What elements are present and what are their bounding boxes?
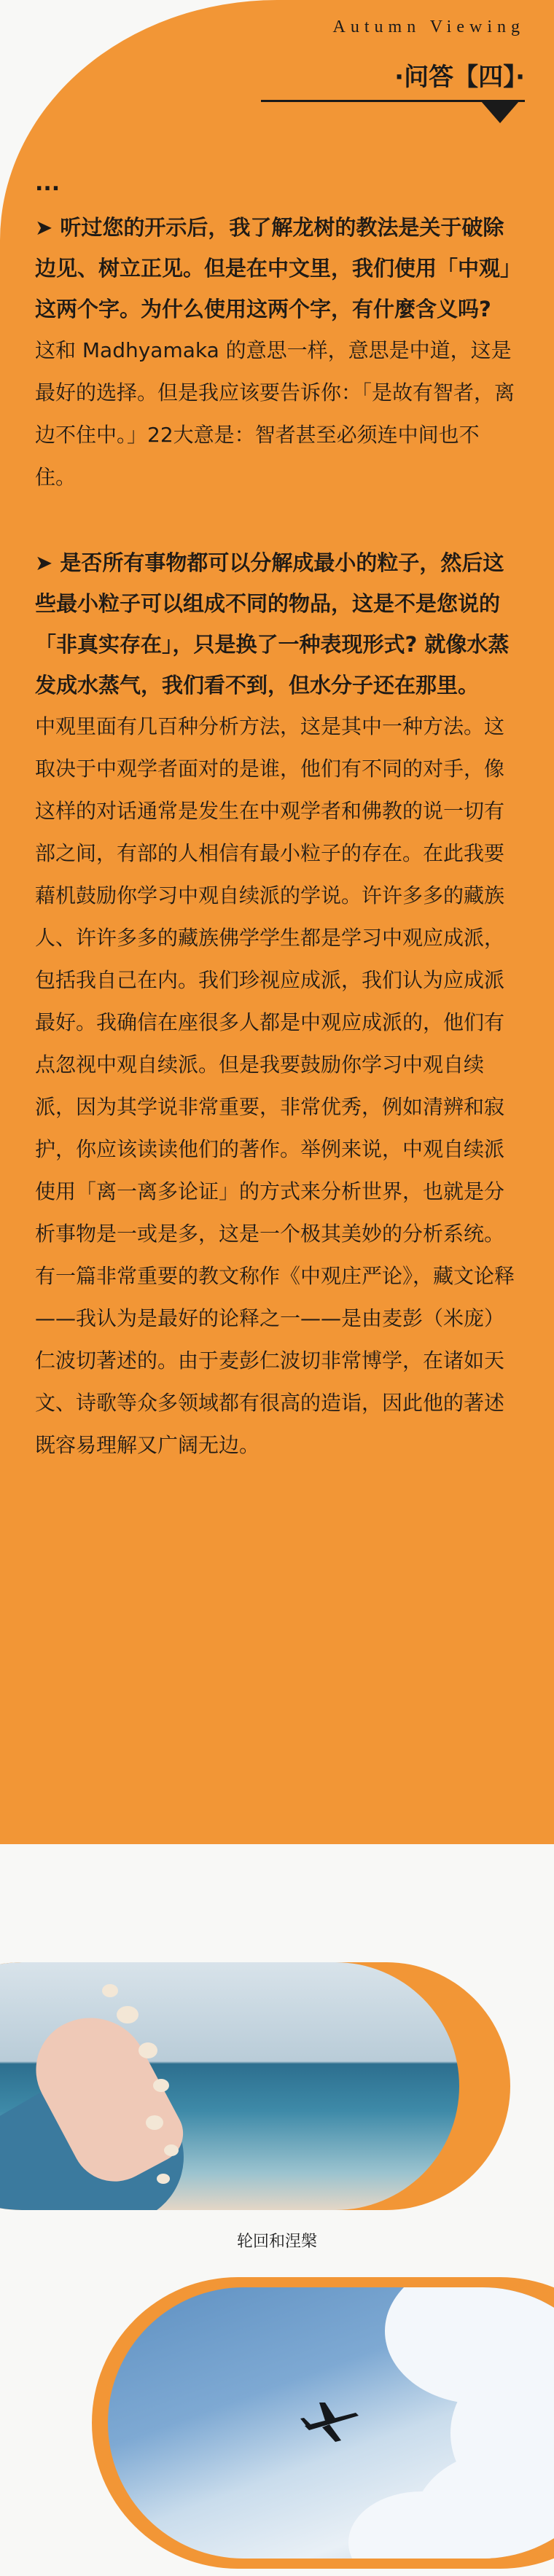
sea-photo-frame [0,1962,510,2210]
image-caption: 轮回和涅槃 [236,2233,317,2251]
article-body [35,169,519,1467]
shell-icon [117,2006,138,2023]
question-1: ➤ 听过您的开示后，我了解龙树的教法是关于破除边见、树立正见。但是在中文里，我们使用「中观」这两个字。为什么使用这两个字，有什麼含义吗? [35,215,511,321]
triangle-marker-icon [481,101,519,123]
question-2: ➤ 是否所有事物都可以分解成最小的粒子，然后这些最小粒子可以组成不同的物品，这是不是您说的「非真实存在」，只是换了一种表现形式? 就像水蒸发成水蒸气，我们看不到，但水分子还在那里。 [35,550,510,698]
paragraph-gap [35,499,519,542]
header-subtitle: Autumn Viewing [332,17,525,36]
sea-hand-photo [0,1962,459,2210]
airplane-icon [297,2397,363,2448]
header-title: ·问答【四】· [394,63,525,92]
shell-icon [164,2144,179,2156]
ellipsis: ... [35,171,61,196]
shell-icon [153,2079,169,2092]
shell-icon [157,2174,170,2184]
shell-icon [102,1984,118,1997]
shell-icon [138,2042,157,2058]
sky-photo-frame [92,2277,554,2569]
answer-1: 这和 Madhyamaka 的意思一样，意思是中道，这是最好的选择。但是我应该要告诉你：「是故有智者，离边不住中。」22大意是：智者甚至必须连中间也不住。 [35,338,515,489]
shell-icon [146,2115,163,2130]
sky-airplane-photo [108,2287,554,2559]
answer-2: 中观里面有几百种分析方法，这是其中一种方法。这取决于中观学者面对的是谁，他们有不同的对手，像这样的对话通常是发生在中观学者和佛教的说一切有部之间，有部的人相信有最小粒子的存在。在此我要藉机鼓励你学习中观自续派的学说。许许多多的藏族人、许许多多的藏族佛学学生都是学习中观应成派，包括我自己在内。我们珍视应成派，我们认为应成派最好。我确信在座很多人都是中观应成派的，他们有点忽视中观自续派。但是我要鼓励你学习中观自续派，因为其学说非常重要，非常优秀，例如清辨和寂护，你应该读读他们的著作。举例来说，中观自续派使用「离一离多论证」的方式来分析世界，也就是分析事物是一或是多，这是一个极其美妙的分析系统。有一篇非常重要的教文称作《中观庄严论》，藏文论释——我认为是最好的论释之一——是由麦彭（米庞）仁波切著述的。由于麦彭仁波切非常博学，在诸如天文、诗歌等众多领域都有很高的造诣，因此他的著述既容易理解又广阔无边。 [35,714,515,1457]
